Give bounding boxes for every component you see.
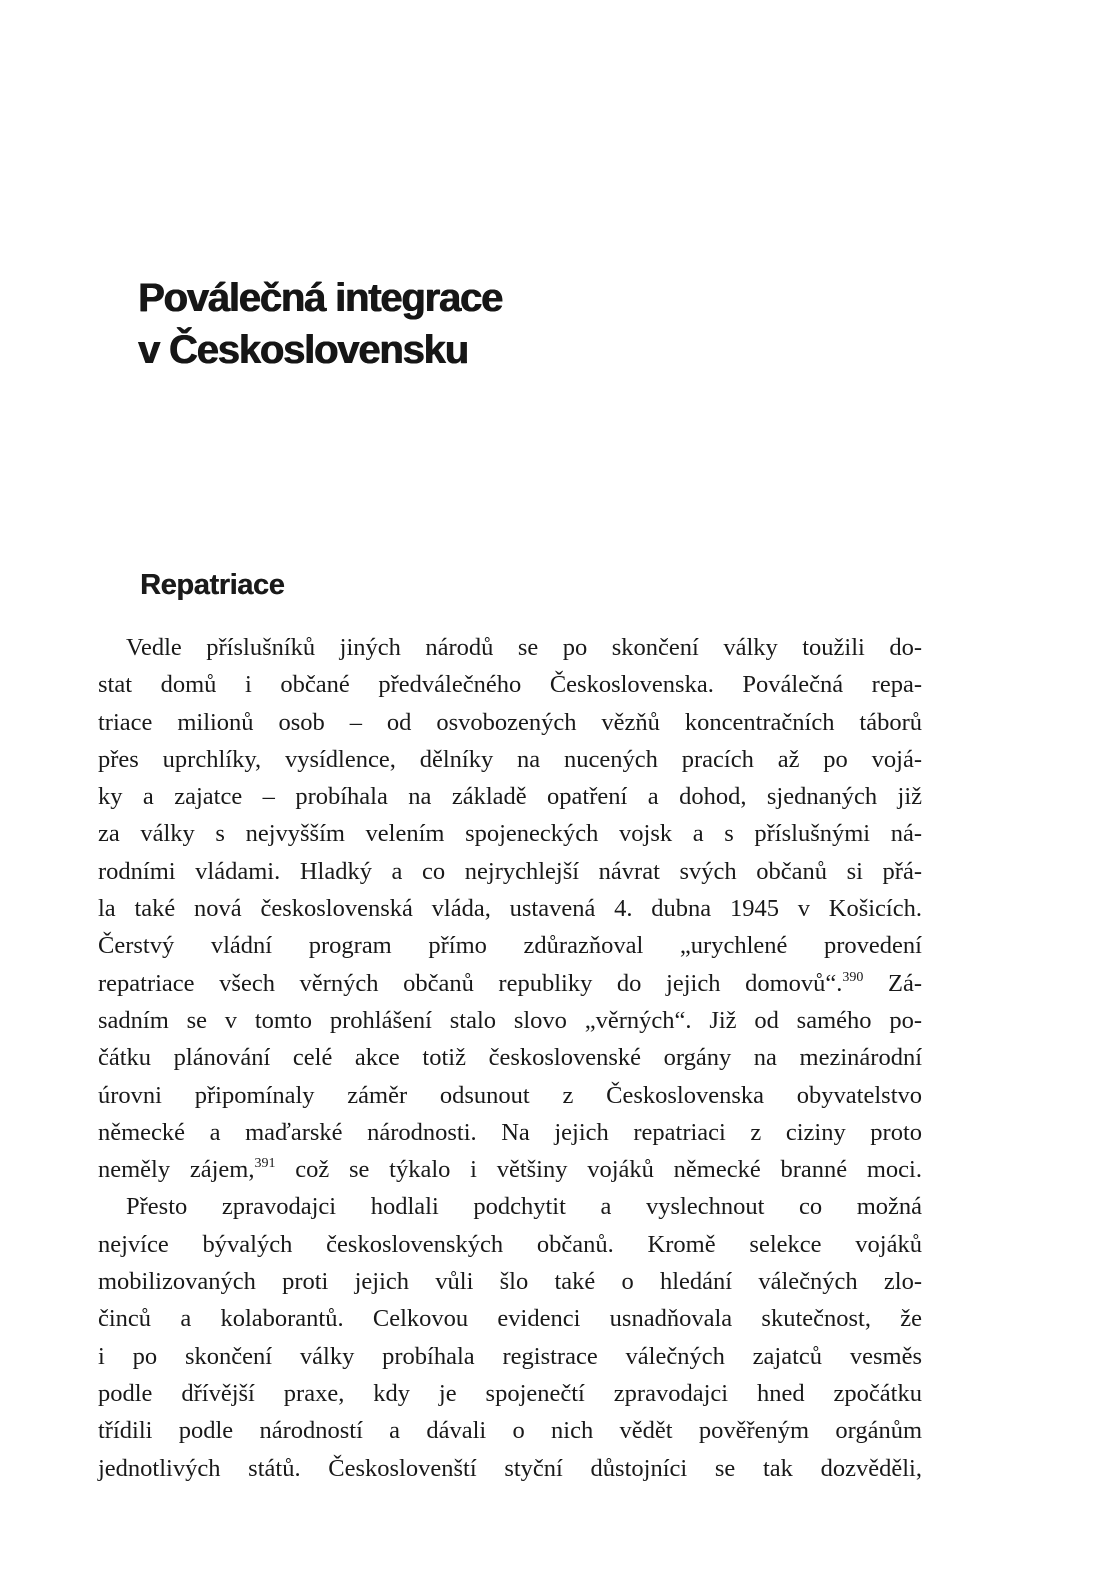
text-line: sadním se v tomto prohlášení stalo slovo „věrných“. Již od samého po-	[98, 1006, 922, 1034]
text-line: Čerstvý vládní program přímo zdůrazňoval „urychlené provedení	[98, 932, 922, 960]
text-line: úrovni připomínaly záměr odsunout z Československa obyvatelstvo	[98, 1081, 922, 1109]
footnote-reference: 390	[842, 969, 864, 985]
text-line: Vedle příslušníků jiných národů se po skončení války toužili do-	[126, 634, 922, 661]
text-line: Přesto zpravodajci hodlali podchytit a vyslechnout co možná	[126, 1193, 922, 1221]
text-line: triace milionů osob – od osvobozených vězňů koncentračních táborů	[98, 708, 922, 736]
text-line: za války s nejvyšším velením spojeneckých vojsk a s příslušnými ná-	[98, 820, 922, 848]
text-line: německé a maďarské národnosti. Na jejich repatriaci z ciziny proto	[98, 1118, 922, 1146]
text-line: podle dřívější praxe, kdy je spojenečtí zpravodajci hned zpočátku	[98, 1379, 922, 1407]
text-line: nejvíce bývalých československých občanů. Kromě selekce vojáků	[98, 1230, 922, 1258]
text-line: mobilizovaných proti jejich vůli šlo také o hledání válečných zlo-	[98, 1268, 922, 1296]
text-line: jednotlivých států. Českoslovenští styční důstojníci se tak dozvěděli,	[98, 1454, 922, 1482]
text-line: přes uprchlíky, vysídlence, dělníky na nucených pracích až po vojá-	[98, 745, 922, 773]
footnote-reference: 391	[254, 1156, 276, 1172]
text-line: třídili podle národností a dávali o nich vědět pověřeným orgánům	[98, 1417, 922, 1445]
chapter-title-line-1: Poválečná integrace	[138, 276, 503, 320]
text-line: neměly zájem,$^{391}$ což se týkalo i většiny vojáků německé branné moci.	[98, 1156, 922, 1184]
text-line: ky a zajatce – probíhala na základě opatření a dohod, sjednaných již	[98, 783, 922, 811]
body-text	[98, 629, 922, 1487]
paragraph	[98, 629, 922, 1188]
text-line: la také nová československá vláda, ustavená 4. dubna 1945 v Košicích.	[98, 895, 922, 923]
text-line: repatriace všech věrných občanů republiky do jejich domovů“.$^{390}$ Zá-	[98, 969, 922, 997]
section-heading: Repatriace	[140, 569, 285, 601]
chapter-title-line-2: v Československu	[138, 328, 468, 372]
paragraph	[98, 1188, 922, 1486]
chapter-title	[138, 272, 502, 376]
text-line: stat domů i občané předválečného Československa. Poválečná repa-	[98, 671, 922, 699]
text-line: i po skončení války probíhala registrace válečných zajatců vesměs	[98, 1342, 922, 1370]
text-line: činců a kolaborantů. Celkovou evidenci usnadňovala skutečnost, že	[98, 1305, 922, 1333]
text-line: rodními vládami. Hladký a co nejrychlejší návrat svých občanů si přá-	[98, 857, 922, 885]
text-line: čátku plánování celé akce totiž československé orgány na mezinárodní	[98, 1044, 922, 1072]
